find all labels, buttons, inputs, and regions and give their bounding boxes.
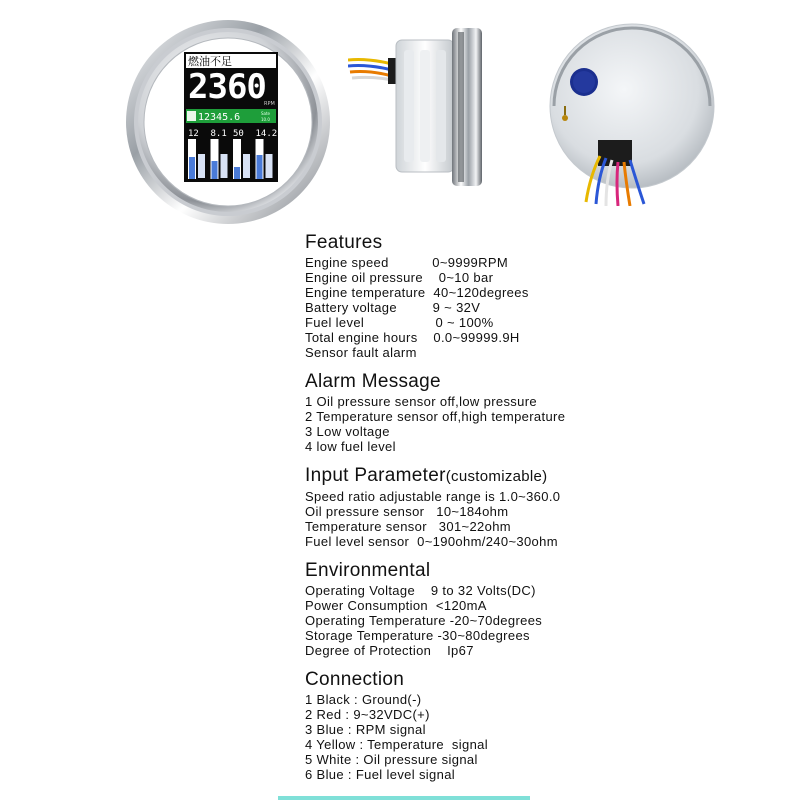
section-features [305, 232, 725, 360]
section-title-suffix: (customizable) [445, 468, 548, 485]
spec-line: Degree of Protection Ip67 [305, 643, 474, 658]
section-alarm-message [305, 371, 725, 454]
spec-line: Speed ratio adjustable range is 1.0~360.0 [305, 489, 561, 504]
spec-line: 4 Yellow : Temperature signal [305, 737, 488, 752]
section-title [305, 371, 725, 393]
bar-icon [198, 154, 205, 178]
bar-value: 12 [188, 129, 199, 139]
gauge-back-photo [540, 6, 720, 206]
spec-line: Sensor fault alarm [305, 345, 417, 360]
bottom-accent-bar [278, 796, 530, 800]
section-title-text: Features [305, 232, 383, 253]
spec-line: 5 White : Oil pressure signal [305, 752, 478, 767]
spec-line: Battery voltage 9 ~ 32V [305, 300, 481, 315]
spec-line: 3 Low voltage [305, 424, 390, 439]
spec-line: Storage Temperature -30~80degrees [305, 628, 530, 643]
spec-line: Oil pressure sensor 10~184ohm [305, 504, 509, 519]
section-title [305, 560, 725, 582]
spec-line: 3 Blue : RPM signal [305, 722, 426, 737]
section-title [305, 232, 725, 254]
spec-line: Operating Voltage 9 to 32 Volts(DC) [305, 583, 536, 598]
bar-icon [221, 154, 228, 178]
section-title-text: Environmental [305, 560, 431, 581]
spec-line: 6 Blue : Fuel level signal [305, 767, 456, 782]
spec-line: 2 Red : 9~32VDC(+) [305, 707, 430, 722]
bar-fill [189, 157, 195, 179]
spec-line: Temperature sensor 301~22ohm [305, 519, 511, 534]
spec-line: Total engine hours 0.0~99999.9H [305, 330, 520, 345]
section-input-parameter [305, 465, 725, 549]
spec-line: Power Consumption <120mA [305, 598, 487, 613]
spec-line: Operating Temperature -20~70degrees [305, 613, 543, 628]
specifications [305, 232, 725, 793]
spec-line: 4 low fuel level [305, 439, 396, 454]
spec-line: Engine speed 0~9999RPM [305, 255, 509, 270]
spec-line: 1 Oil pressure sensor off,low pressure [305, 394, 537, 409]
hours-digits: 12345.6 [198, 112, 241, 123]
spec-line: Engine temperature 40~120degrees [305, 285, 529, 300]
rpm-digits: 2360 [188, 67, 266, 107]
section-title [305, 465, 725, 488]
bar-icon [266, 154, 273, 178]
bar-value: 14.2 [255, 129, 278, 139]
spec-line: 2 Temperature sensor off,high temperature [305, 409, 566, 424]
gauge-front-photo [124, 18, 332, 226]
gauge-side-photo [348, 22, 488, 190]
bar-icon [243, 154, 250, 178]
section-title-text: Input Parameter [305, 465, 446, 486]
sate-label: Sate [261, 111, 271, 116]
spec-line: Fuel level sensor 0~190ohm/240~30ohm [305, 534, 558, 549]
bar-fill [234, 167, 240, 179]
spec-line: 1 Black : Ground(-) [305, 692, 422, 707]
section-title [305, 669, 725, 691]
section-connection [305, 669, 725, 782]
section-title-text: Alarm Message [305, 371, 441, 392]
spec-line: Fuel level 0 ~ 100% [305, 315, 494, 330]
warning-text: 燃油不足 [188, 55, 232, 68]
rpm-unit: RPM [264, 101, 275, 107]
section-environmental [305, 560, 725, 658]
spec-line: Engine oil pressure 0~10 bar [305, 270, 494, 285]
bar-fill [257, 155, 263, 179]
bar-value: 50 [233, 129, 244, 139]
bar-value: 8.1 [210, 129, 227, 139]
section-title-text: Connection [305, 669, 405, 690]
sate-value: 10.0 [261, 117, 270, 122]
bar-fill [212, 161, 218, 179]
